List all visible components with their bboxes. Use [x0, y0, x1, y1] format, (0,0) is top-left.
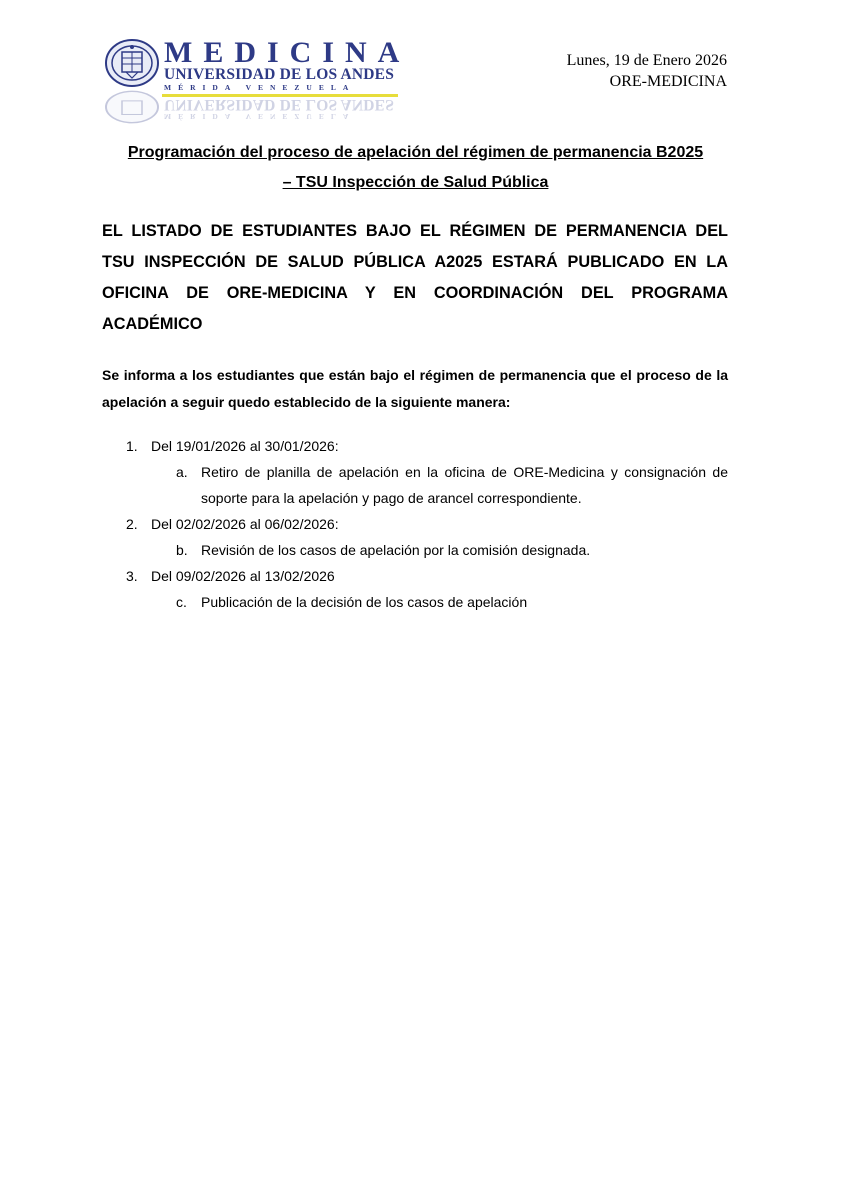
list-number: 2.: [126, 516, 138, 532]
logo-city-text: MÉRIDA VENEZUELA: [164, 83, 356, 92]
logo-university-text: UNIVERSIDAD DE LOS ANDES: [164, 66, 395, 83]
notice-line: TSU INSPECCIÓN DE SALUD PÚBLICA A2025 ESTARÁ PUBLICADO EN LA: [102, 253, 728, 271]
schedule-task-row: [0, 459, 849, 485]
schedule-task-row: [0, 537, 849, 563]
intro-line: apelación a seguir quedo establecido de la siguiente manera:: [102, 394, 511, 410]
task-text: Publicación de la decisión de los casos de apelación: [201, 594, 528, 610]
task-text: soporte para la apelación y pago de arancel correspondiente.: [201, 490, 582, 506]
notice-line: EL LISTADO DE ESTUDIANTES BAJO EL RÉGIMEN DE PERMANENCIA DEL: [102, 222, 728, 240]
task-text: Revisión de los casos de apelación por la comisión designada.: [201, 542, 591, 558]
intro-paragraph: [102, 362, 728, 416]
logo-reflection: MÉRIDA VENEZUELA UNIVERSIDAD DE LOS ANDES: [164, 96, 395, 121]
notice-paragraph: [102, 216, 728, 340]
appeal-schedule-list: [0, 433, 849, 615]
document-date: Lunes, 19 de Enero 2026: [566, 52, 727, 69]
document-title: [100, 138, 731, 198]
faculty-logo: [104, 36, 411, 124]
list-letter: c.: [176, 594, 187, 610]
task-text: Retiro de planilla de apelación en la oficina de ORE-Medicina y consignación de: [201, 464, 728, 480]
title-line-2: – TSU Inspección de Salud Pública: [282, 174, 549, 191]
logo-brand-text: MEDICINA: [164, 36, 411, 69]
period-dates: Del 19/01/2026 al 30/01/2026:: [151, 438, 339, 454]
list-number: 1.: [126, 438, 138, 454]
list-letter: a.: [176, 464, 188, 480]
schedule-period-row: [0, 433, 849, 459]
schedule-task-continuation: [0, 485, 849, 511]
intro-line: Se informa a los estudiantes que están bajo el régimen de permanencia que el proceso de la: [102, 367, 728, 383]
university-seal-reflection: [104, 90, 160, 124]
notice-line: OFICINA DE ORE-MEDICINA Y EN COORDINACIÓN DEL PROGRAMA: [102, 284, 728, 302]
list-number: 3.: [126, 568, 138, 584]
notice-line: ACADÉMICO: [102, 315, 203, 333]
schedule-period-row: [0, 563, 849, 589]
date-block: [567, 50, 727, 92]
schedule-task-row: [0, 589, 849, 615]
period-dates: Del 09/02/2026 al 13/02/2026: [151, 568, 335, 584]
list-letter: b.: [176, 542, 188, 558]
title-line-1: Programación del proceso de apelación del régimen de permanencia B2025: [127, 144, 704, 161]
period-dates: Del 02/02/2026 al 06/02/2026:: [151, 516, 339, 532]
university-seal-icon: [104, 38, 160, 88]
schedule-period-row: [0, 511, 849, 537]
office-name: ORE-MEDICINA: [609, 73, 727, 90]
